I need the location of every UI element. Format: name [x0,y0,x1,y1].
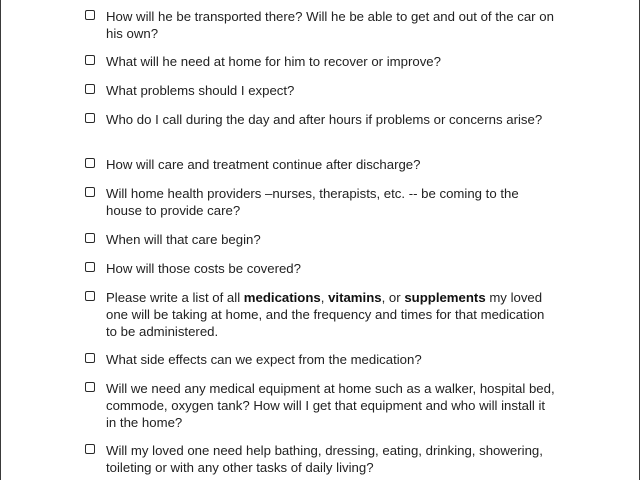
checkbox[interactable] [85,353,95,363]
checklist-item-text: What side effects can we expect from the medication? [106,352,422,367]
checkbox[interactable] [85,444,95,454]
checklist-item-text: How will those costs be covered? [106,261,301,276]
checklist-item-text: What will he need at home for him to recover or improve? [106,54,441,69]
checkbox[interactable] [85,55,95,65]
checklist-item-text: How will care and treatment continue after discharge? [106,157,421,172]
checkbox[interactable] [85,382,95,392]
checkbox[interactable] [85,113,95,123]
checklist-item-text: Will home health providers –nurses, therapists, etc. -- be coming to the house to provide care? [106,186,519,218]
text-segment: Please write a list of all [106,290,244,305]
checkbox[interactable] [85,262,95,272]
checkbox[interactable] [85,187,95,197]
medications-emphasis: medications [243,290,321,305]
checkbox[interactable] [85,10,95,20]
checkbox[interactable] [85,233,95,243]
checklist-item-text [106,289,555,340]
checkbox[interactable] [85,84,95,94]
checkbox[interactable] [85,291,95,301]
checkbox[interactable] [85,158,95,168]
checklist-item-text: Will we need any medical equipment at home such as a walker, hospital bed, commode, oxygen tank? How will I get that equipment and who will install it in the home? [106,381,555,430]
checklist-item-text: Will my loved one need help bathing, dressing, eating, drinking, showering, toileting or with any other tasks of daily living? [106,443,543,475]
text-segment: my loved one will be taking at home, and the frequency and times for that medication to be administered. [106,290,545,339]
checklist-item-text: How will he be transported there? Will he be able to get and out of the car on his own? [106,9,554,41]
vitamins-emphasis: vitamins [328,290,382,305]
checklist-item-text: What problems should I expect? [106,83,295,98]
text-segment: , [320,290,329,305]
supplements-emphasis: supplements [404,290,486,305]
checklist-item-text: When will that care begin? [106,232,261,247]
checklist-item-text: Who do I call during the day and after hours if problems or concerns arise? [106,112,543,127]
text-segment: , or [381,290,405,305]
